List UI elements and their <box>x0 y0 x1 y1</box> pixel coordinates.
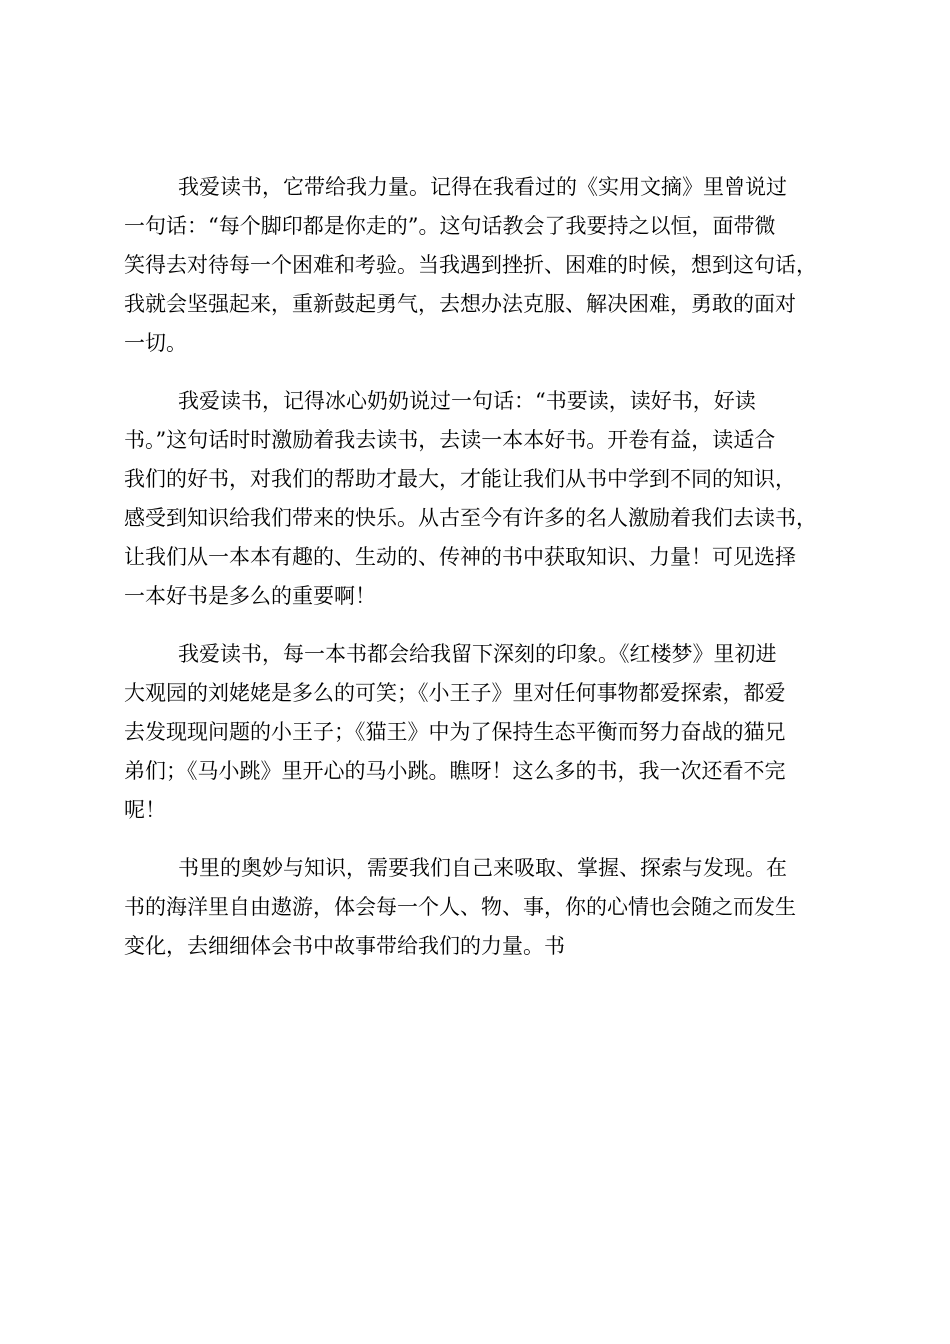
paragraph-line: 大观园的刘姥姥是多么的可笑；《小王子》里对任何事物都爱探索，都爱 <box>124 681 786 705</box>
paragraph-line: 我爱读书，它带给我力量。记得在我看过的《实用文摘》里曾说过 <box>178 175 787 199</box>
paragraph-1 <box>124 168 854 363</box>
paragraph-line: 弟们；《马小跳》里开心的马小跳。瞧呀！这么多的书，我一次还看不完 <box>124 759 786 783</box>
paragraph-line: 一切。 <box>124 331 187 355</box>
paragraph-line: 呢！ <box>124 798 166 822</box>
paragraph-line: 书里的奥妙与知识，需要我们自己来吸取、掌握、探索与发现。在 <box>178 856 787 880</box>
paragraph-line: 我爱读书，记得冰心奶奶说过一句话：“书要读，读好书，好读 <box>178 389 756 413</box>
paragraph-line: 一本好书是多么的重要啊！ <box>124 584 376 608</box>
paragraph-spacer <box>124 830 854 849</box>
paragraph-line: 我爱读书，每一本书都会给我留下深刻的印象。《红楼梦》里初进 <box>178 642 777 666</box>
paragraph-line: 一句话：“每个脚印都是你走的”。这句话教会了我要持之以恒，面带微 <box>124 214 776 238</box>
paragraph-line: 让我们从一本本有趣的、生动的、传神的书中获取知识、力量！可见选择 <box>124 545 796 569</box>
paragraph-3 <box>124 635 854 830</box>
paragraph-line: 变化，去细细体会书中故事带给我们的力量。书 <box>124 934 565 958</box>
paragraph-spacer <box>124 616 854 635</box>
paragraph-spacer <box>124 363 854 382</box>
paragraph-line: 去发现现问题的小王子；《猫王》中为了保持生态平衡而努力奋战的猫兄 <box>124 720 786 744</box>
paragraph-line: 笑得去对待每一个困难和考验。当我遇到挫折、困难的时候，想到这句话， <box>124 253 817 277</box>
paragraph-2 <box>124 382 854 616</box>
paragraph-line: 书。”这句话时时激励着我去读书，去读一本本好书。开卷有益，读适合 <box>124 428 776 452</box>
paragraph-line: 我就会坚强起来，重新鼓起勇气，去想办法克服、解决困难，勇敢的面对 <box>124 292 796 316</box>
paragraph-line: 感受到知识给我们带来的快乐。从古至今有许多的名人激励着我们去读书， <box>124 506 817 530</box>
paragraph-line: 书的海洋里自由遨游，体会每一个人、物、事，你的心情也会随之而发生 <box>124 895 796 919</box>
paragraph-4 <box>124 849 854 966</box>
document-body <box>124 168 854 966</box>
paragraph-line: 我们的好书，对我们的帮助才最大，才能让我们从书中学到不同的知识， <box>124 467 796 491</box>
